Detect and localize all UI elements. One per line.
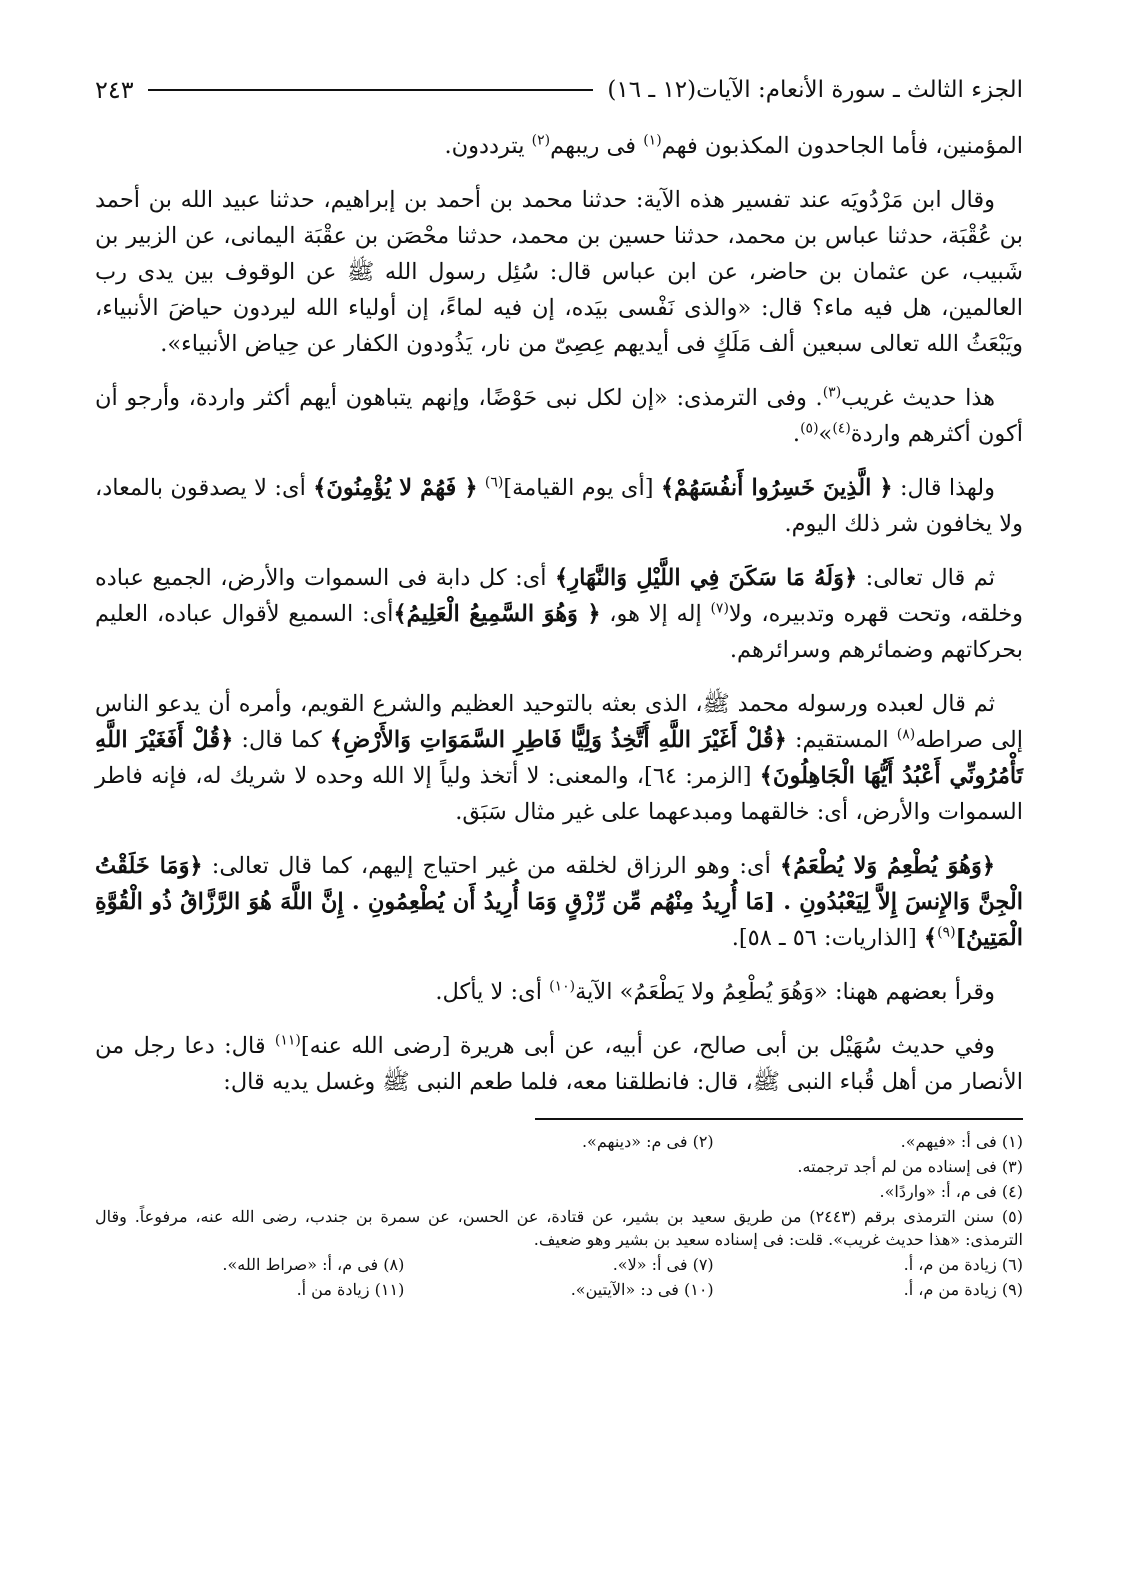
- paragraph-text: ثم قال تعالى:: [857, 565, 995, 591]
- quran-verse: ﴿وَمَا خَلَقْتُ الْجِنَّ وَالإِنسَ إِلاَّ لِيَعْبُدُونِ . [مَا أُرِيدُ مِنْهُم مِّن رِّزْقٍ وَمَا أُرِيدُ أَن يُطْعِمُونِ . إِنَّ اللَّهَ هُوَ الرَّزَّاقُ ذُو الْقُوَّةِ الْمَتِينُ]: [95, 853, 1023, 951]
- paragraph-text: [الذاريات: ٥٦ ـ ٥٨].: [731, 925, 924, 951]
- footnote-marker: (١٠): [549, 978, 576, 995]
- footnote-spacer: [95, 1130, 404, 1153]
- paragraph-text: »: [818, 421, 833, 447]
- paragraph: [95, 380, 1023, 452]
- quran-verse: ﴿قُلْ أَغَيْرَ اللَّهِ أَتَّخِذُ وَلِيًّا فَاطِرِ السَّمَوَاتِ وَالأَرْضِ﴾: [329, 727, 787, 753]
- paragraph: [95, 848, 1023, 956]
- paragraph-text: [أى يوم القيامة]: [503, 475, 661, 501]
- paragraph-text: هذا حديث غريب: [841, 385, 996, 411]
- paragraph-text: [478, 475, 485, 501]
- main-text: [95, 128, 1023, 1100]
- paragraph: [95, 182, 1023, 362]
- footnote: (١٠) فى د: «الآيتين».: [570, 1280, 714, 1299]
- paragraph-text: قال: دعا رجل من الأنصار من أهل قُباء النبى ﷺ، قال: فانطلقنا معه، فلما طعم النبى ﷺ وغسل يديه قال:: [95, 1033, 1023, 1095]
- paragraph-text: يترددون.: [444, 133, 532, 159]
- footnotes: [95, 1130, 1023, 1301]
- paragraph-text: [الزمر: ٦٤]، والمعنى: لا أتخذ ولياً إلا الله وحده لا شريك له، فإنه فاطر السموات والأرض، أى: خالقهما ومبدعهما على غير مثال سَبَق.: [95, 763, 1023, 825]
- footnote-row: [95, 1278, 1023, 1301]
- quran-verse: ﴿وَهُوَ يُطْعِمُ وَلا يُطْعَمُ﴾: [780, 853, 996, 879]
- footnote: (٣) فى إسناده من لم أجد ترجمته.: [797, 1157, 1023, 1176]
- footnote-separator: [535, 1118, 1023, 1120]
- running-header: [95, 70, 1023, 110]
- quran-verse: ﴿قُلْ أَفَغَيْرَ اللَّهِ تَأْمُرُونِّي أَعْبُدُ أَيُّهَا الْجَاهِلُونَ﴾: [95, 727, 1023, 789]
- footnote: (٦) زيادة من م، أ.: [903, 1255, 1023, 1274]
- footnote-row: [95, 1130, 1023, 1153]
- footnote-row: [95, 1253, 1023, 1276]
- paragraph-text: أى: كل دابة فى السموات والأرض، الجميع عباده وخلقه، وتحت قهره وتدبيره، ولا: [95, 565, 1023, 627]
- paragraph-text: فى ريبهم: [550, 133, 644, 159]
- quran-verse: ﴿ فَهُمْ لا يُؤْمِنُونَ﴾: [313, 475, 478, 501]
- footnote-marker: (٧): [710, 600, 729, 617]
- paragraph-text: . وفى الترمذى: «إن لكل نبى حَوْضًا، وإنهم يتباهون أيهم أكثر واردة، وأرجو أن أكون أكثرهم واردة: [95, 385, 1023, 447]
- quran-verse: ﴿ وَهُوَ السَّمِيعُ الْعَلِيمُ﴾: [393, 601, 601, 627]
- paragraph-text: كما قال:: [233, 727, 330, 753]
- paragraph-text: أى: لا يأكل.: [435, 979, 550, 1005]
- footnote: (٩) زيادة من م، أ.: [903, 1280, 1023, 1299]
- quran-verse: ﴿وَلَهُ مَا سَكَنَ فِي اللَّيْلِ وَالنَّهَارِ﴾: [555, 565, 858, 591]
- footnote-marker: (٣): [822, 384, 842, 401]
- footnote-marker: (٨): [896, 726, 916, 743]
- header-title: الجزء الثالث ـ سورة الأنعام: الآيات(١٢ ـ ١٦): [607, 77, 1023, 103]
- paragraph: [95, 1028, 1023, 1100]
- footnote: (٢) فى م: «دينهم».: [581, 1132, 714, 1151]
- paragraph: [95, 470, 1023, 542]
- paragraph-text: أى: لا يصدقون بالمعاد، ولا يخافون شر ذلك اليوم.: [95, 475, 1023, 537]
- paragraph: [95, 686, 1023, 830]
- header-rule: [148, 89, 594, 91]
- paragraph-text: وفي حديث سُهَيْل بن أبى صالح، عن أبيه، عن أبى هريرة [رضى الله عنه]: [300, 1033, 995, 1059]
- footnote: (١) فى أ: «فيهم».: [900, 1132, 1023, 1151]
- paragraph-text: وقال ابن مَرْدُويَه عند تفسير هذه الآية: حدثنا محمد بن أحمد بن إبراهيم، حدثنا عبيد الله بن أحمد بن عُقْبَة، حدثنا عباس بن محمد، حدثنا حسين بن محمد، حدثنا محْصَن بن عقْبَة اليمانى، عن الزبير بن شَبيب، عن عثمان بن حاضر، عن ابن عباس قال: سُئِل رسول الله ﷺ عن الوقوف بين يدى رب العالمين، هل فيه ماء؟ قال: «والذى نَفْسى بيَده، إن فيه لماءً، إن أولياء الله ليردون حياضَ الأنبياء، ويَبْعَثُ الله تعالى سبعين ألف مَلَكٍ فى أيديهم عِصِىّ من نار، يَذُودون الكفار عن حِياض الأنبياء».: [95, 187, 1023, 357]
- footnote-marker: (٩): [937, 924, 956, 941]
- paragraph-text: ثم قال لعبده ورسوله محمد ﷺ، الذى بعثه بالتوحيد العظيم والشرع القويم، وأمره أن يدعو الناس إلى صراطه: [95, 691, 1023, 753]
- footnote-marker: (٤): [832, 420, 851, 437]
- footnote: (٥) سنن الترمذى برقم (٢٤٤٣) من طريق سعيد بن بشير، عن قتادة، عن الحسن، عن سمرة بن جندب، رضى الله عنه، مرفوعاً. وقال الترمذى: «هذا حديث غريب». قلت: فى إسناده سعيد بن بشير وهو ضعيف.: [95, 1207, 1023, 1249]
- footnote-marker: (١١): [274, 1032, 301, 1049]
- page-number: ٢٤٣: [95, 76, 134, 104]
- paragraph-text: أى: السميع لأقوال عباده، العليم بحركاتهم وضمائرهم وسرائرهم.: [95, 601, 1023, 663]
- paragraph-text: ولهذا قال:: [892, 475, 995, 501]
- paragraph-text: وقرأ بعضهم ههنا: «وَهُوَ يُطْعِمُ ولا يَطْعَمُ» الآية: [575, 979, 995, 1005]
- paragraph-text: أى: وهو الرزاق لخلقه من غير احتياج إليهم، كما قال تعالى:: [202, 853, 781, 879]
- footnote: (٤) فى م، أ: «واردًا».: [879, 1182, 1023, 1201]
- paragraph: [95, 974, 1023, 1010]
- footnote: (٨) فى م، أ: «صراط الله».: [222, 1255, 405, 1274]
- footnote-marker: (١): [643, 132, 662, 149]
- quran-verse: ﴿ الَّذِينَ خَسِرُوا أَنفُسَهُمْ﴾: [660, 475, 893, 501]
- footnote-marker: (٢): [531, 132, 551, 149]
- paragraph-text: المستقيم:: [786, 727, 897, 753]
- paragraph-text: إله إلا هو،: [600, 601, 711, 627]
- paragraph: [95, 128, 1023, 164]
- paragraph: [95, 560, 1023, 668]
- footnote-marker: (٥): [800, 420, 819, 437]
- footnote-marker: (٦): [484, 474, 504, 491]
- footnote: (١١) زيادة من أ.: [296, 1280, 405, 1299]
- footnote: (٧) فى أ: «لا».: [612, 1255, 714, 1274]
- book-page: [95, 70, 1023, 1303]
- quran-verse: ﴾: [923, 925, 938, 951]
- paragraph-text: المؤمنين، فأما الجاحدون المكذبون فهم: [661, 133, 1023, 159]
- paragraph-text: .: [792, 421, 801, 447]
